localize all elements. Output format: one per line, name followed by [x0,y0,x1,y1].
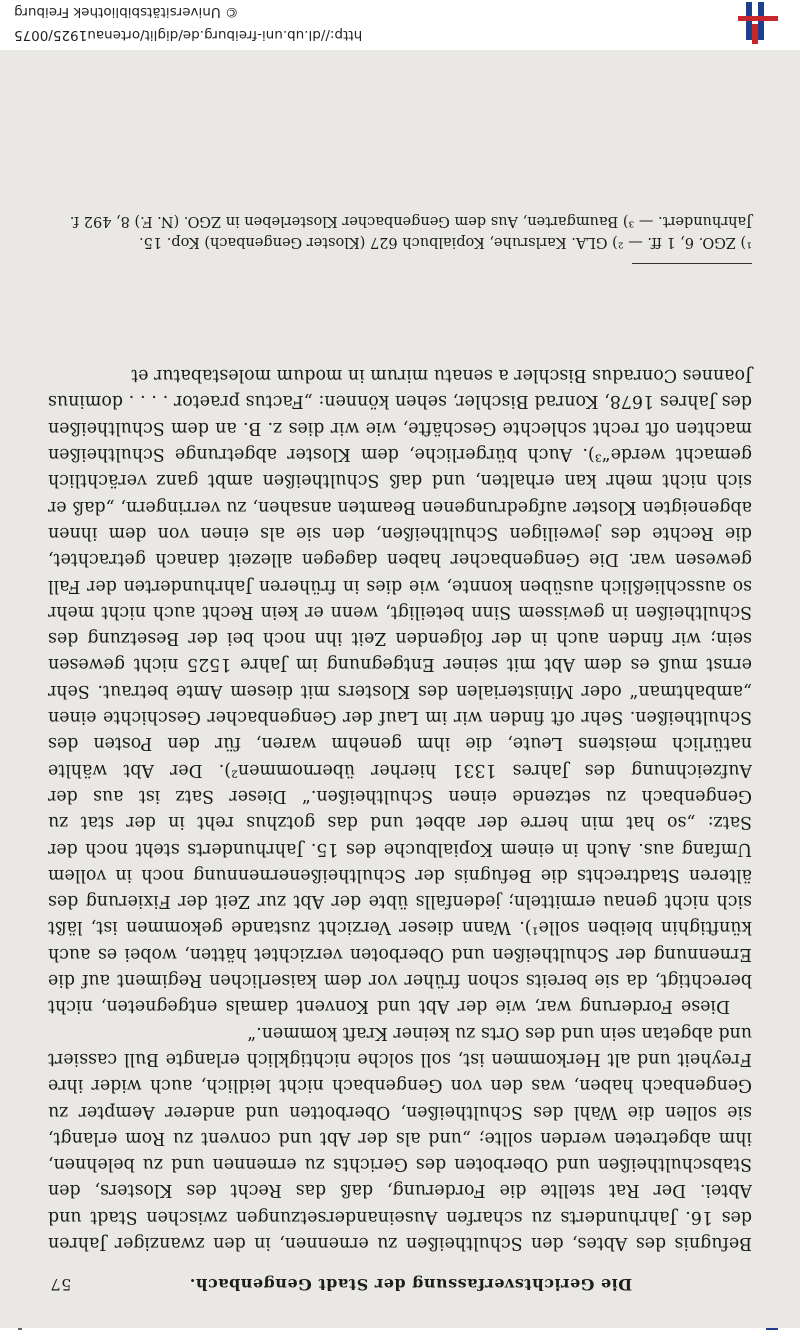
paragraph: Befugnis des Abtes, den Schultheißen zu ernennen, in den zwanziger Jahren des 16. Jahrhunderts zu scharfen Auseinandersetzungen zwischen Stadt und Abtei. Der Rat stellte die Forderung, daß das Recht des Klosters, den Stabschultheißen und Oberboten des Gerichts zu ernennen und zu belehnen, ihm abgetreten werden sollte; „und als der Abt und convent zu Rom erlangt, sie sollen die Wahl des Schultheißen, Oberbotten und anderer Aempter zu Gengenbach haben, was den von Gengenbach nicht leidlich, auch wider ihre Freyheit und alt Herkommen ist, soll solche nichtigklich erlangte Bull cassiert und abgetan sein und des Orts zu keiner Kraft kommen.“ [48,1022,752,1253]
scroll-marker-left [18,1328,22,1330]
source-url[interactable]: http://dl.ub.uni-freiburg.de/diglit/ortenau1925/0075 [14,27,363,43]
footnotes [48,210,752,252]
footnote-rule [632,263,752,264]
scanned-page [0,50,800,1328]
footnote: ¹) ZGO. 6, 1 ff. — ²) GLA. Karlsruhe, Kopialbuch 627 (Kloster Gengenbach) Kop. 15. Jahrhundert. — ³) Baumgarten, Aus dem Gengenbacher Klosterleben in ZGO. (N. F.) 8, 492 f. [69,213,752,250]
logo-stem [752,24,758,44]
body-text [48,362,752,1256]
logo-cross [738,16,778,21]
viewer-footer [0,1328,800,1336]
running-head: Die Gerichtsverfassung der Stadt Gengenbach. [189,1275,633,1294]
viewer-header [0,0,800,51]
university-logo[interactable] [738,2,778,46]
library-credit: © Universitätsbibliothek Freiburg [14,4,239,20]
page-content-rotated [0,50,800,1328]
logo-bar-right [758,2,764,40]
scroll-marker-right [766,1328,778,1330]
paragraph: Diese Forderung war, wie der Abt und Konvent damals entgegneten, nicht berechtigt, da sie bereits schon früher vor dem kaiserlichen Regiment auf die Ernennung der Schultheißen und Oberboten verzichtet hätten, wobei es auch künftighin bleiben solle¹). Wann dieser Verzicht zustande gekommen ist, läßt sich nicht genau ermitteln; jedenfalls übte der Abt zur Zeit der Fixierung des älteren Stadtrechts die Befugnis der Schultheißenernennung noch in vollem Umfang aus. Auch in einem Kopialbuche des 15. Jahrhunderts steht noch der Satz: „so hat min herre der abbet und das gotzhus reht in der stat zu Gengenbach zu setzende einen Schultheißen.“ Dieser Satz ist aus der Aufzeichnung des Jahres 1331 hierher übernommen²). Der Abt wählte natürlich meistens Leute, die ihm genehm waren, für den Posten des Schultheißen. Sehr oft finden wir im Lauf der Gengenbacher Geschichte einen „ambahtman“ oder Ministerialen des Klosters mit diesem Amte betraut. Sehr ernst muß es dem Abt mit seiner Entgegnung im Jahre 1525 nicht gewesen sein; wir finden auch in der folgenden Zeit ihn noch bei der Besetzung des Schultheißen in gewissem Sinn beteiligt, wenn er kein Recht auch nicht mehr so ausschließlich ausüben konnte, wie dies in früheren Jahrhunderten der Fall gewesen war. Die Gengenbacher haben dagegen allezeit danach getrachtet, die Rechte des jeweiligen Schultheißen, den sie als einen von dem ihnen abgeneigten Kloster aufgedrungenen Beamten ansahen, zu verringern, „daß er sich nicht mehr kan erhalten, und daß Schultheißen ambt ganz verächtlich gemacht werde“³). Auch bürgerliche, dem Kloster abgetrunge Schultheißen machten oft recht schlechte Geschäfte, wie wir dies z. B. an dem Schultheißen des Jahres 1678, Konrad Bischler, sehen können: „Factus praetor . . . . dominus Joannes Conradus Bischler a senatu mirum in modum molestabatur et [48,365,752,1017]
page-header [50,1275,750,1294]
page-number: 57 [50,1275,72,1294]
